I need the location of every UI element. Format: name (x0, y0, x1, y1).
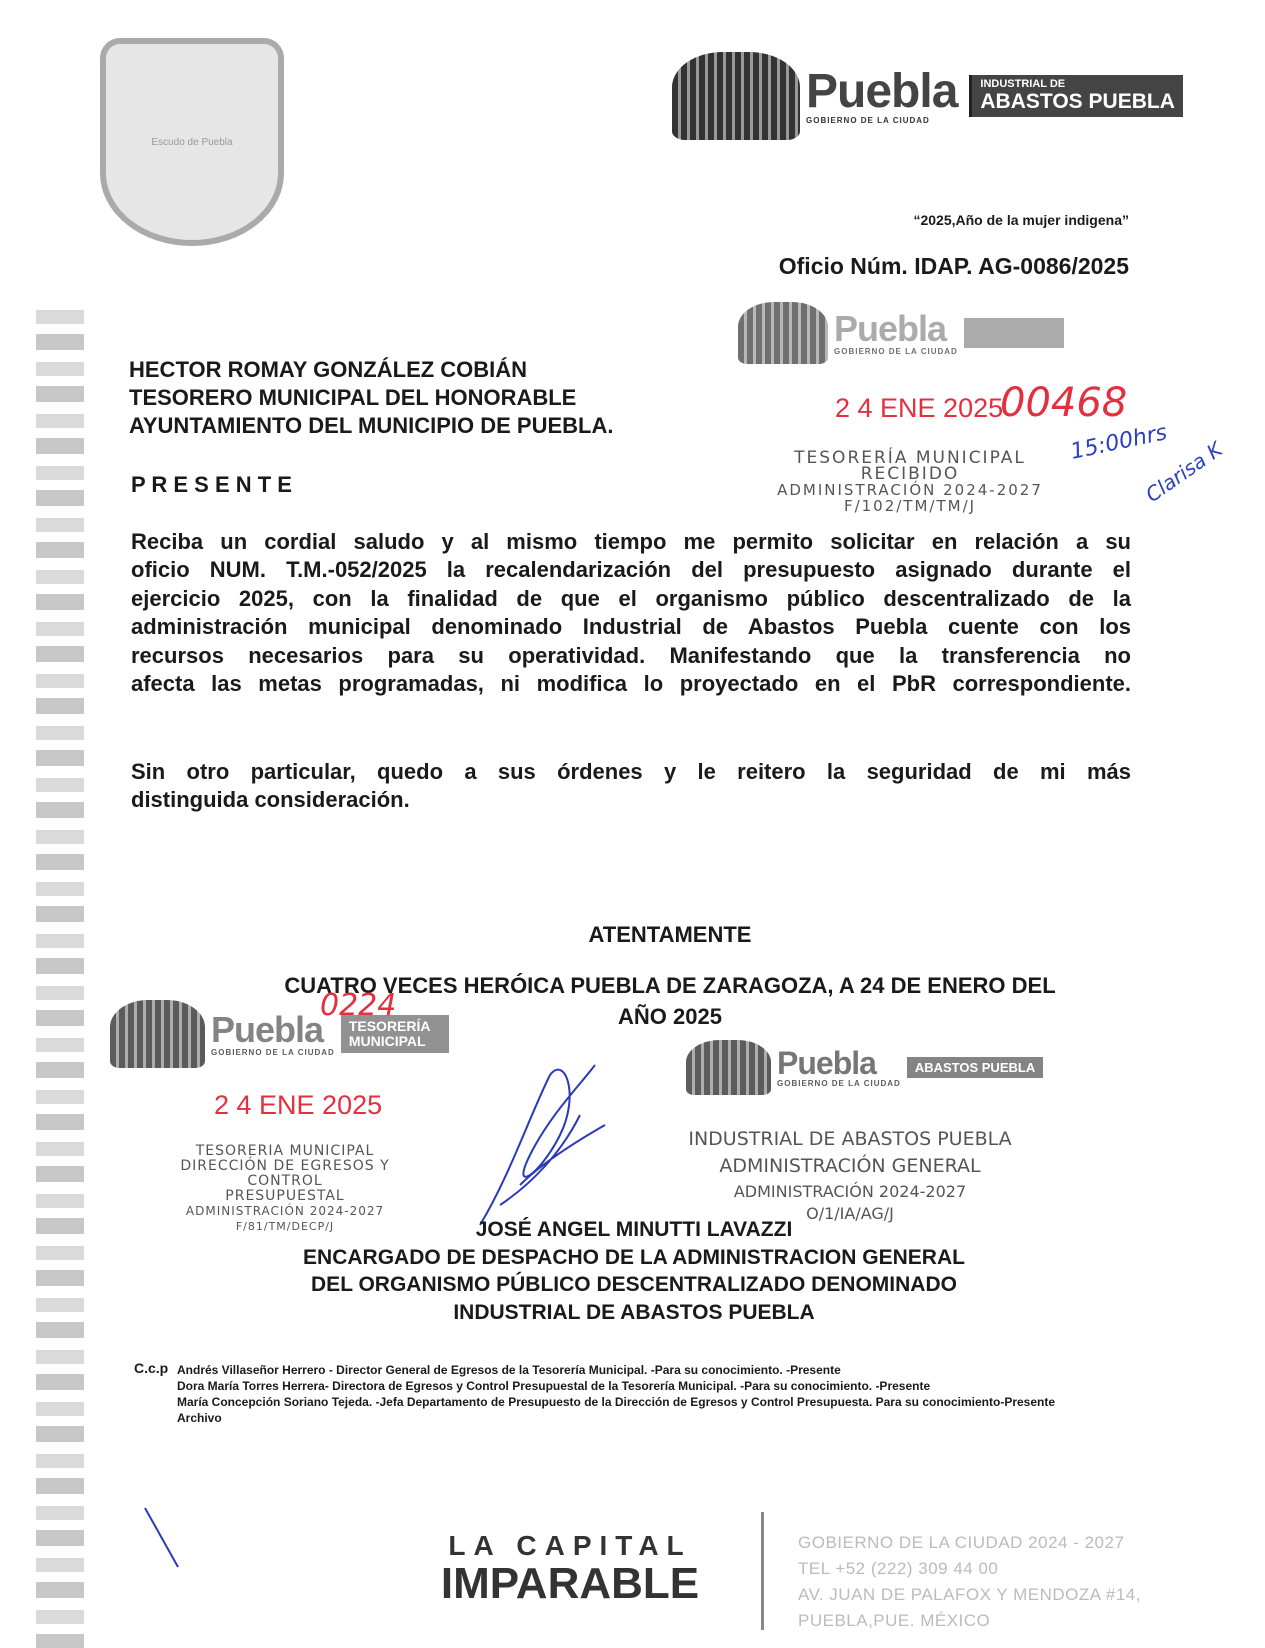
body-line: oficio NUM. T.M.-052/2025 la recalendarización del presupuesto asignado durante el (131, 557, 1131, 583)
decorative-border (36, 310, 84, 1648)
logo-art-icon (738, 302, 828, 364)
contact-line: TEL +52 (222) 309 44 00 (798, 1559, 999, 1578)
stamp-line: INDUSTRIAL DE ABASTOS PUEBLA (688, 1128, 1012, 1150)
logo-art-icon (672, 52, 800, 140)
ccp-item: Andrés Villaseñor Herrero - Director General de Egresos de la Tesorería Municipal. -Para su conocimiento. -Presente (177, 1363, 841, 1377)
presente: P R E S E N T E (131, 472, 292, 497)
year-motto: “2025,Año de la mujer indigena” (913, 212, 1129, 228)
ccp-list (177, 1362, 1055, 1426)
place-date-year: AÑO 2025 (618, 1004, 722, 1029)
seal-label: Escudo de Puebla (151, 136, 233, 148)
logo-box: ABASTOS PUEBLA (907, 1057, 1043, 1079)
ccp-item: María Concepción Soriano Tejeda. -Jefa Departamento de Presupuesto de la Dirección de Egresos y Control Presupuesta. Para su conocimiento-Presente (177, 1395, 1056, 1409)
abastos-stamp-logo (686, 1040, 1043, 1095)
ccp-item: Archivo (177, 1411, 222, 1425)
received-time: 15:00hrs (1068, 420, 1170, 465)
contact-line: PUEBLA,PUE. MÉXICO (798, 1611, 991, 1630)
addressee (129, 356, 613, 440)
received-stamp-logo (738, 302, 1064, 364)
received-stamp (770, 450, 1050, 514)
logo-text: Puebla (806, 64, 958, 118)
footer-slogan (420, 1530, 720, 1606)
received-initials: Clarisa K (1141, 437, 1227, 507)
body-line: administración municipal denominado Industrial de Abastos Puebla cuente con los (131, 614, 1131, 640)
stamp-line: ADMINISTRACIÓN 2024-2027 (777, 481, 1043, 499)
stamp-line: F/102/TM/TM/J (843, 497, 977, 515)
stamp-line: F/81/TM/DECP/J (235, 1220, 335, 1233)
logo-art-icon (686, 1040, 771, 1095)
logo-sub: GOBIERNO DE LA CIUDAD (211, 1047, 335, 1057)
slogan-bottom: IMPARABLE (440, 1559, 700, 1608)
body-line: Sin otro particular, quedo a sus órdenes y le reitero la seguridad de mi más (131, 759, 1131, 784)
body-paragraph-1 (131, 528, 1131, 698)
signatory (234, 1216, 1034, 1326)
signatory-title: DEL ORGANISMO PÚBLICO DESCENTRALIZADO DENOMINADO (311, 1273, 957, 1296)
egresos-stamp-logo (110, 1000, 449, 1068)
logo-sub: GOBIERNO DE LA CIUDAD (806, 115, 930, 125)
stamp-line: ADMINISTRACIÓN 2024-2027 (733, 1182, 967, 1201)
stamp-line: DIRECCIÓN DE EGRESOS Y CONTROL (180, 1158, 390, 1189)
stamp-line: TESORERIA MUNICIPAL (195, 1143, 375, 1159)
signatory-title: ENCARGADO DE DESPACHO DE LA ADMINISTRACION GENERAL (303, 1245, 965, 1269)
footer-divider (761, 1512, 764, 1630)
place-date-line: CUATRO VECES HERÓICA PUEBLA DE ZARAGOZA, A 24 DE ENERO DEL (284, 973, 1056, 998)
stamp-line: ADMINISTRACIÓN 2024-2027 (185, 1204, 385, 1218)
stamp-line: RECIBIDO (860, 464, 960, 484)
logo-text: Puebla (211, 1008, 324, 1050)
body-line: ejercicio 2025, con la finalidad de que el organismo público descentralizado de la (131, 585, 1131, 611)
slogan-top: LA CAPITAL (448, 1530, 692, 1561)
body-line: afecta las metas programadas, ni modifica lo proyectado en el PbR correspondiente. (131, 671, 1131, 697)
stamp-line: TESORERÍA MUNICIPAL (794, 448, 1026, 468)
logo-text: Puebla (777, 1045, 876, 1081)
closing-atentamente: ATENTAMENTE (588, 922, 752, 947)
addressee-line: TESORERO MUNICIPAL DEL HONORABLE (129, 385, 577, 410)
header-logo (672, 52, 1183, 140)
addressee-line: AYUNTAMIENTO DEL MUNICIPIO DE PUEBLA. (129, 413, 614, 438)
signatory-title: INDUSTRIAL DE ABASTOS PUEBLA (453, 1300, 815, 1324)
contact-line: GOBIERNO DE LA CIUDAD 2024 - 2027 (798, 1533, 1125, 1552)
body-paragraph-2 (131, 758, 1131, 815)
received-date-stamp: 2 4 ENE 2025 (835, 393, 1004, 423)
city-seal (100, 38, 284, 246)
egresos-date-stamp: 2 4 ENE 2025 (214, 1090, 383, 1120)
received-folio: 00468 (1000, 380, 1128, 426)
logo-box-big: ABASTOS PUEBLA (980, 89, 1175, 113)
body-line: recursos necesarios para su operatividad. Manifestando que la transferencia no (131, 642, 1131, 668)
logo-sub: GOBIERNO DE LA CIUDAD (777, 1079, 901, 1088)
signatory-name: JOSÉ ANGEL MINUTTI LAVAZZI (475, 1218, 793, 1241)
stamp-line: O/1/IA/AG/J (806, 1204, 894, 1223)
logo-box-small: INDUSTRIAL DE (980, 78, 1066, 91)
pen-mark (140, 1505, 190, 1575)
egresos-folio: 0224 (320, 988, 397, 1023)
contact-line: AV. JUAN DE PALAFOX Y MENDOZA #14, (798, 1585, 1141, 1604)
body-line: Reciba un cordial saludo y al mismo tiempo me permito solicitar en relación a su (131, 529, 1131, 554)
stamp-line: ADMINISTRACIÓN GENERAL (719, 1155, 981, 1177)
footer-contact (798, 1530, 1141, 1634)
logo-art-icon (110, 1000, 205, 1068)
ccp-label: C.c.p (134, 1360, 169, 1376)
logo-box: TESORERÍA MUNICIPAL (341, 1015, 449, 1052)
signature (470, 1055, 610, 1230)
abastos-stamp (680, 1126, 1020, 1224)
ccp-item: Dora María Torres Herrera- Directora de Egresos y Control Presupuestal de la Tesorería Municipal. -Para su conocimiento. -Presente (177, 1379, 931, 1393)
oficio-number: Oficio Núm. IDAP. AG-0086/2025 (778, 253, 1129, 279)
body-line: distinguida consideración. (131, 787, 410, 813)
stamp-line: PRESUPUESTAL (225, 1188, 345, 1204)
addressee-line: HECTOR ROMAY GONZÁLEZ COBIÁN (129, 357, 528, 382)
logo-text: Puebla (834, 307, 947, 349)
logo-sub: GOBIERNO DE LA CIUDAD (834, 346, 958, 356)
